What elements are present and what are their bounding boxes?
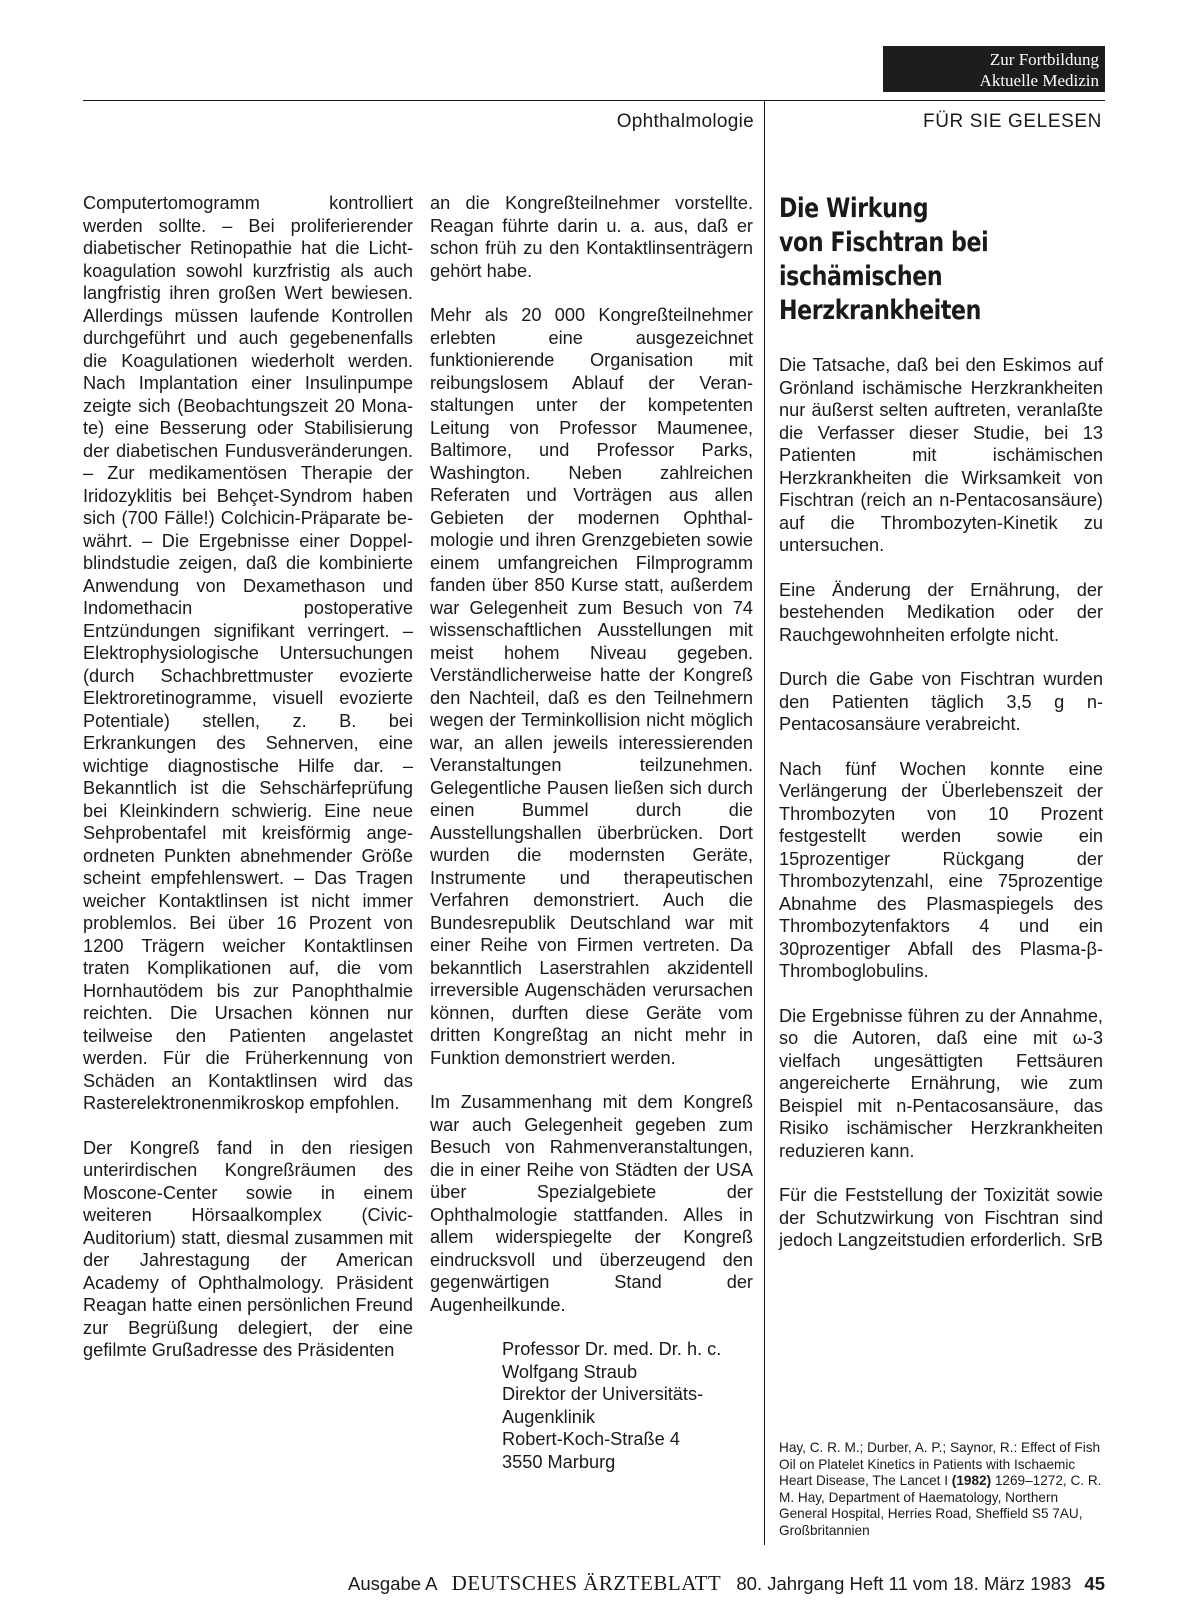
section-heading-right: FÜR SIE GELESEN — [923, 111, 1102, 132]
title-line: von Fischtran bei — [779, 227, 989, 258]
footer-journal-name: DEUTSCHES ÄRZTEBLATT — [451, 1571, 722, 1595]
reference-text: 1269–1272, C. R. M. Hay, Department of Haematology, Northern General Hospital, Herries Road, Sheffield S5 7AU, Großbritannien — [779, 1473, 1102, 1538]
paragraph: Computertomogramm kontrolliert werden sollte. – Bei proliferierender diabetischer Retinopathie hat die Lichtkoagulation sowohl kurzfristig als auch langfristig ihren großen Wert bewiesen. Allerdings müssen laufende Kontrollen durchgeführt und auch gegebenenfalls die Koagulationen wiederholt werden. Nach Implantation einer Insulinpumpe zeigte sich (Beobachtungszeit 20 Monate) eine Besserung oder Stabilisierung der diabetischen Fundusveränderungen. – Zur medikamentösen Therapie der Iridozyklitis bei Behçet-Syndrom haben sich (700 Fälle!) Colchicin-Präparate bewährt. – Die Ergebnisse einer Doppelblindstudie zeigen, daß die kombinierte Anwendung von Dexamethason und Indomethacin postoperative Entzündungen signifikant verringert. – Elektrophysiologische Untersuchungen (durch Schachbrettmuster evozierte Elektroretinogramme, visuell evozierte Potentiale) stellen, z. B. bei Erkrankungen des Sehnerven, eine wichtige diagnostische Hilfe dar. – Bekanntlich ist die Sehschärfeprüfung bei Kleinkindern schwierig. Eine neue Sehprobentafel mit kreisförmig angeordneten Punkten abnehmender Größe scheint empfehlenswert. – Das Tragen weicher Kontaktlinsen ist nicht immer problemlos. Bei über 16 Prozent von 1200 Trägern weicher Kontaktlinsen traten Komplikationen auf, die vom Hornhautödem bis zur Panophthalmie reichten. Die Ursachen können nur teilweise den Patienten angelastet werden. Für die Früherkennung von Schäden an Kontaktlinsen wird das Rasterelektronenmikroskop empfohlen. — [83, 193, 413, 1113]
paragraph-text: Für die Feststellung der Toxizität sowie der Schutzwirkung von Fischtran sind jedoch Langzeitstudien erforderlich. — [779, 1185, 1103, 1250]
author-line: Direktor der Universitäts- — [502, 1384, 704, 1404]
author-line: Wolfgang Straub — [502, 1361, 638, 1382]
author-line: Robert-Koch-Straße 4 — [502, 1429, 680, 1449]
article-column-2 — [430, 192, 753, 1473]
title-line: Herzkrankheiten — [779, 295, 982, 326]
title-line: ischämischen — [779, 261, 943, 292]
paragraph: Die Tatsache, daß bei den Eskimos auf Grönland ischämische Herzkrankheiten nur äußerst selten auftreten, veranlaßte die Verfasser dieser Studie, bei 13 Patienten mit ischämischen Herzkrankheiten die Wirksamkeit von Fischtran (reich an n-Pentacosansäure) auf die Thrombozyten-Kinetik zu untersuchen. — [779, 355, 1103, 555]
page-footer — [83, 1571, 1105, 1596]
badge-line-1: Zur Fortbildung — [989, 50, 1099, 69]
author-line: 3550 Marburg — [502, 1451, 616, 1472]
page-number: 45 — [1084, 1573, 1105, 1594]
badge-line-2: Aktuelle Medizin — [979, 71, 1099, 90]
paragraph: Eine Änderung der Ernährung, der bestehenden Medikation oder der Rauchgewohnheiten erfolgte nicht. — [779, 579, 1103, 645]
author-line: Professor Dr. med. Dr. h. c. — [502, 1339, 722, 1359]
column-divider — [764, 100, 765, 1545]
section-heading-left: Ophthalmologie — [616, 111, 754, 132]
paragraph: Die Ergebnisse führen zu der Annahme, so die Autoren, daß eine mit ω-3 vielfach ungesättigten Fettsäuren angereicherte Ernährung, wie zum Beispiel mit n-Pentacosansäure, das Risiko ischämischer Herzkrankheiten reduzieren kann. — [779, 1005, 1103, 1161]
reference-citation — [779, 1440, 1103, 1539]
paragraph: an die Kongreßteilnehmer vorstellte. Reagan führte darin u. a. aus, daß er schon früh zu den Kontaktlinsenträgern gehört habe. — [430, 193, 753, 281]
section-badge — [883, 46, 1105, 92]
author-address — [502, 1338, 753, 1473]
footer-issue: 80. Jahrgang Heft 11 vom 18. März 1983 — [736, 1573, 1072, 1594]
reference-year: (1982) — [951, 1473, 992, 1488]
reference-text: Hay, C. R. M.; Durber, A. P.; Saynor, R.: Effect of Fish Oil on Platelet Kinetics in Patients with Ischaemic Heart Disease, The Lancet I — [779, 1440, 1101, 1488]
footer-edition: Ausgabe A — [348, 1573, 437, 1594]
author-signature: SrB — [1072, 1230, 1103, 1250]
title-line: Die Wirkung — [779, 193, 929, 224]
paragraph-with-signature — [779, 1184, 1103, 1252]
paragraph: Nach fünf Wochen konnte eine Verlängerung der Überlebenszeit der Thrombozyten von 10 Prozent festgestellt werden sowie ein 15prozentiger Rückgang der Thrombozytenzahl, eine 75prozentige Abnahme des Plasmaspiegels des Thrombozytenfaktors 4 und ein 30prozentiger Abfall des Plasma-β-Thromboglobulins. — [779, 758, 1103, 981]
article-column-1 — [83, 192, 413, 1384]
article-title — [779, 192, 1107, 328]
author-line: Augenklinik — [502, 1406, 596, 1427]
header-rule — [83, 100, 1105, 101]
paragraph: Im Zusammenhang mit dem Kongreß war auch Gelegenheit gegeben zum Besuch von Rahmenveranstaltungen, die in einer Reihe von Städten der USA über Spezialgebiete der Ophthalmologie stattfanden. Alles in allem widerspiegelte der Kongreß eindrucksvoll und überzeugend den gegenwärtigen Stand der Augenheilkunde. — [430, 1092, 753, 1315]
paragraph: Der Kongreß fand in den riesigen unterirdischen Kongreßräumen des Moscone-Center sowie in einem weiteren Hörsaalkomplex (Civic-Auditorium) statt, diesmal zusammen mit der Jahrestagung der American Academy of Ophthalmology. Präsident Reagan hatte einen persönlichen Freund zur Begrüßung delegiert, der eine gefilmte Grußadresse des Präsidenten — [83, 1137, 413, 1360]
article-column-3 — [779, 192, 1103, 1252]
paragraph: Mehr als 20 000 Kongreßteilnehmer erlebten eine ausgezeichnet funktionierende Organisation mit reibungslosem Ablauf der Veranstaltungen unter der kompetenten Leitung von Professor Maumenee, Baltimore, und Professor Parks, Washington. Neben zahlreichen Referaten und Vorträgen aus allen Gebieten der modernen Ophthalmologie und ihren Grenzgebieten sowie einem umfangreichen Filmprogramm fanden über 850 Kurse statt, außerdem war Gelegenheit zum Besuch von 74 wissenschaftlichen Ausstellungen mit meist hohem Niveau gegeben. Verständlicherweise hatte der Kongreß den Nachteil, daß es den Teilnehmern wegen der Terminkollision nicht möglich war, an allen jeweils interessierenden Veranstaltungen teilzunehmen. Gelegentliche Pausen ließen sich durch einen Bummel durch die Ausstellungshallen überbrücken. Dort wurden die modernsten Geräte, Instrumente und therapeutischen Verfahren demonstriert. Auch die Bundesrepublik Deutschland war mit einer Reihe von Firmen vertreten. Da bekanntlich Laserstrahlen akzidentell irreversible Augenschäden verursachen können, durften diese Geräte vom dritten Kongreßtag an nicht mehr in Funktion demonstriert werden. — [430, 305, 753, 1068]
paragraph: Durch die Gabe von Fischtran wurden den Patienten täglich 3,5 g n-Pentacosansäure verabreicht. — [779, 669, 1103, 734]
